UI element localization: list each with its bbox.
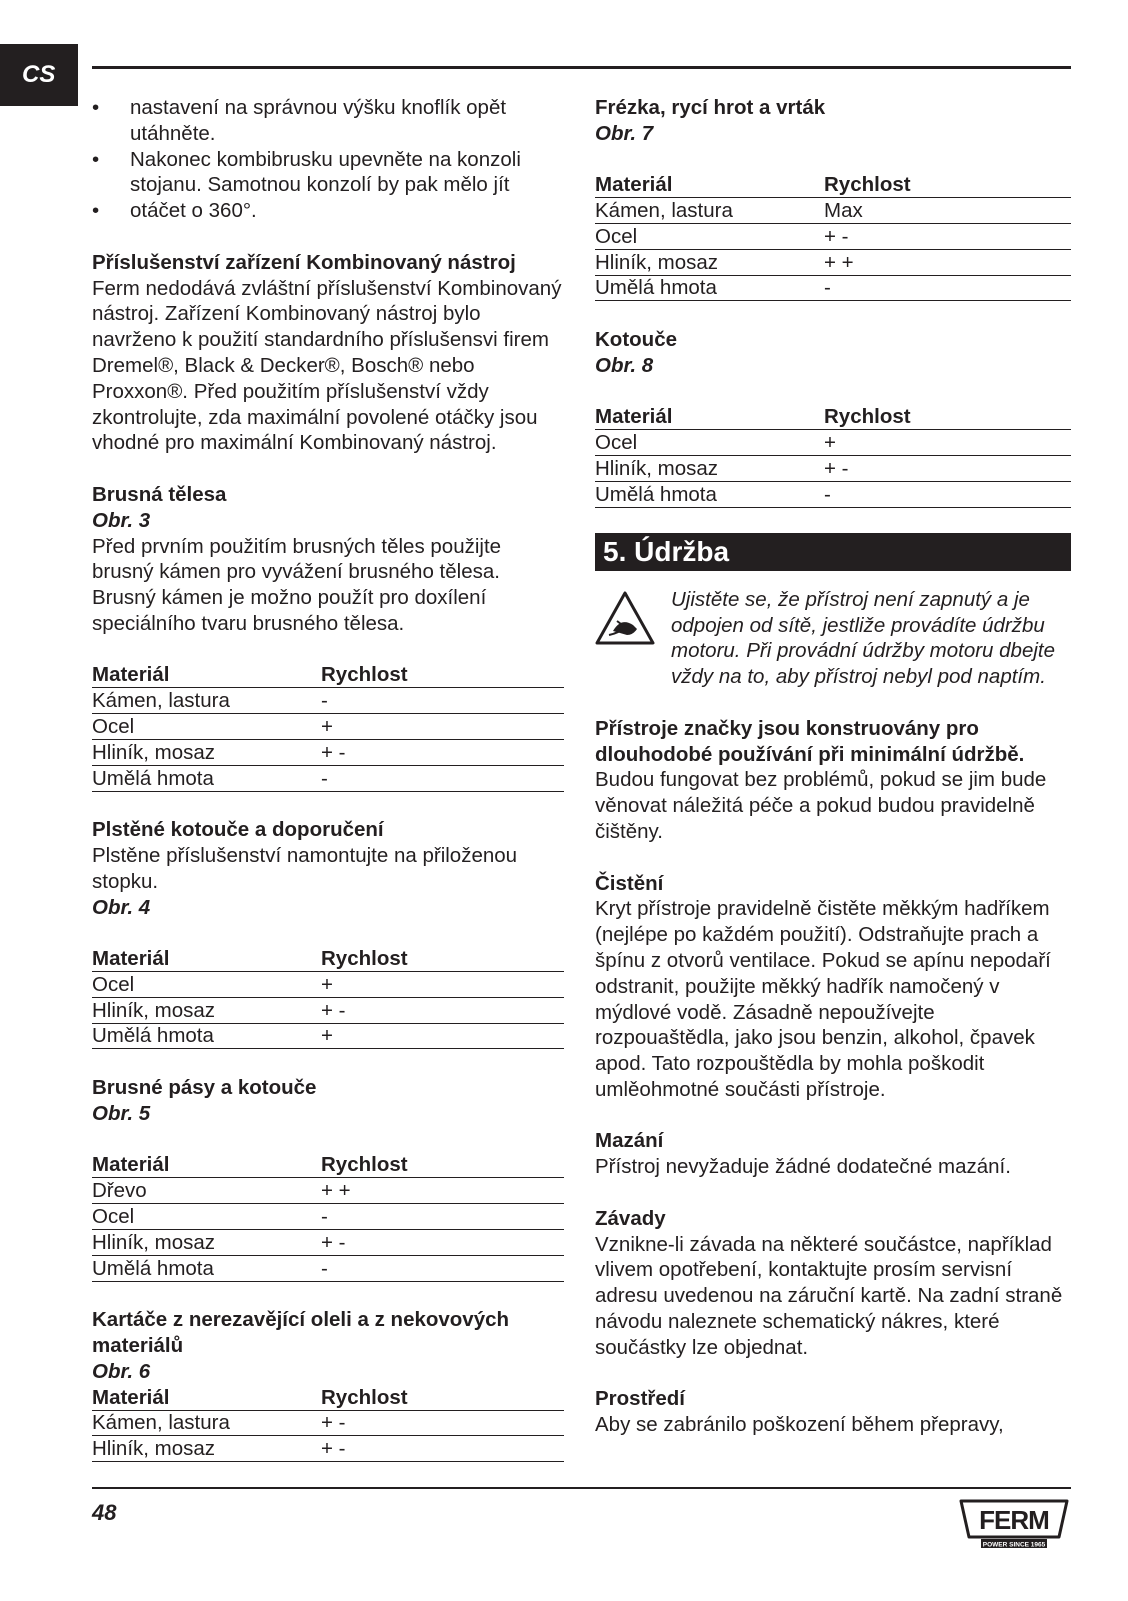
section-heading: Závady xyxy=(595,1206,666,1230)
bullet-item: • nastavení na správnou výšku knoflík opět utáhněte. xyxy=(92,95,564,147)
table-row xyxy=(595,456,1071,482)
left-column xyxy=(92,95,564,1462)
section-heading: Prostředí xyxy=(595,1387,685,1411)
table-row xyxy=(92,1255,564,1281)
table-header xyxy=(595,405,1071,430)
svg-text:FERM: FERM xyxy=(979,1505,1049,1535)
belts-section xyxy=(92,1075,564,1281)
table-cell: Ocel xyxy=(595,223,824,249)
ferm-logo xyxy=(955,1497,1073,1554)
table-cell: Hliník, mosaz xyxy=(92,739,321,765)
lubrication-section xyxy=(595,1128,1071,1180)
paragraph: Před prvním použitím brusných těles použijte brusný kámen pro vyvážení brusného tělesa. Brusný kámen je možno použít pro doxílení speciálního tvaru brusného tělesa. xyxy=(92,534,502,635)
paragraph: Plstěne příslušenství namontujte na přiloženou stopku. xyxy=(92,844,518,893)
table-row xyxy=(595,223,1071,249)
table-row xyxy=(92,739,564,765)
section-heading: Brusná tělesa xyxy=(92,482,227,506)
table-cell: Ocel xyxy=(92,714,321,740)
speed-table xyxy=(92,663,564,792)
table-header xyxy=(92,1385,564,1410)
intro-bold: Přístroje značky jsou konstruovány pro dlouhodobé používání při minimální údržbě. xyxy=(595,716,1025,766)
speed-table xyxy=(92,1385,564,1462)
table-cell: Max xyxy=(824,198,1071,224)
table-row xyxy=(92,1178,564,1204)
section-heading: Kotouče xyxy=(595,328,677,352)
paragraph: Aby se zabránilo poškození během přepravy, xyxy=(595,1413,1004,1437)
table-cell: + - xyxy=(321,1436,564,1462)
faults-section xyxy=(595,1206,1071,1361)
column-header: Rychlost xyxy=(321,663,564,688)
table-cell: + - xyxy=(321,997,564,1023)
table-row xyxy=(595,481,1071,507)
table-cell: - xyxy=(824,275,1071,301)
table-row xyxy=(595,430,1071,456)
paragraph: Kryt přístroje pravidelně čistěte měkkým hadříkem (nejlépe po každém použití). Odstraňujte prach a špínu z otvorů ventilace. Pokud se apínu nepodaří odstranit, použijte měkký hadřík namočený v mýdlové vodě. Zásadně nepoužívejte rozpouaštědla, jako jsou benzin, alkohol, čpavek apod. Tato rozpouštědla by mohla poškodit umlěohmotné součásti přístroje. xyxy=(595,897,1051,1101)
speed-table xyxy=(595,172,1071,301)
page-number: 48 xyxy=(92,1500,117,1525)
column-header: Rychlost xyxy=(321,1385,564,1410)
table-cell: Umělá hmota xyxy=(92,1023,321,1049)
table-row xyxy=(92,714,564,740)
cleaning-section xyxy=(595,871,1071,1103)
table-row xyxy=(92,972,564,998)
bullet-item: • Nakonec kombibrusku upevněte na konzoli stojanu. Samotnou konzolí by pak mělo jít xyxy=(92,147,564,199)
cutter-section xyxy=(595,95,1071,301)
table-cell: Hliník, mosaz xyxy=(92,1230,321,1256)
table-cell: + - xyxy=(321,1410,564,1436)
speed-table xyxy=(92,1153,564,1282)
table-row xyxy=(92,688,564,714)
column-header: Materiál xyxy=(92,663,321,688)
figure-ref: Obr. 3 xyxy=(92,508,151,532)
table-cell: - xyxy=(321,1255,564,1281)
maintenance-heading: 5. Údržba xyxy=(595,533,1071,571)
table-row xyxy=(92,1410,564,1436)
column-header: Materiál xyxy=(92,946,321,971)
language-tab: CS xyxy=(0,44,78,106)
section-heading: Frézka, rycí hrot a vrták xyxy=(595,96,826,119)
felt-section xyxy=(92,817,564,1049)
top-rule xyxy=(92,66,1071,69)
table-row xyxy=(92,765,564,791)
table-cell: + + xyxy=(824,249,1071,275)
paragraph: Vznikne-li závada na některé součástce, například vlivem opotřebení, kontaktujte prosím servisní adresu uvedenou na záruční kartě. Na zadní straně návodu naleznete schematický nákres, které součástky lze objednat. xyxy=(595,1232,1063,1359)
table-cell: - xyxy=(321,1204,564,1230)
column-header: Materiál xyxy=(595,405,824,430)
table-header xyxy=(595,172,1071,197)
table-header xyxy=(92,946,564,971)
paragraph: Ferm nedodává zvláštní příslušenství Kombinovaný nástroj. Zařízení Kombinovaný nástroj bylo navrženo k použití standardního příslušensvi firem Dremel®, Black & Decker®, Bosch® nebo Proxxon®. Před použitím příslušenství vždy zkontrolujte, zda maximální povolené otáčky jsou vhodné pro maximální Kombinovaný nástroj. xyxy=(92,276,562,455)
table-cell: Dřevo xyxy=(92,1178,321,1204)
figure-ref: Obr. 5 xyxy=(92,1102,151,1126)
column-header: Rychlost xyxy=(824,405,1071,430)
table-cell: + - xyxy=(824,456,1071,482)
table-cell: + - xyxy=(824,223,1071,249)
warning-block xyxy=(595,587,1071,690)
table-cell: Ocel xyxy=(595,430,824,456)
column-header: Rychlost xyxy=(321,946,564,971)
table-row xyxy=(92,1230,564,1256)
speed-table xyxy=(595,405,1071,508)
table-cell: Umělá hmota xyxy=(595,275,824,301)
table-cell: Kámen, lastura xyxy=(92,688,321,714)
right-column xyxy=(595,95,1071,1438)
speed-table xyxy=(92,946,564,1049)
table-header xyxy=(92,663,564,688)
brushes-section xyxy=(92,1307,564,1462)
column-header: Rychlost xyxy=(321,1153,564,1178)
table-cell: Ocel xyxy=(92,1204,321,1230)
table-cell: + xyxy=(321,714,564,740)
accessories-section xyxy=(92,250,564,456)
bullet-list xyxy=(92,95,564,224)
table-cell: Hliník, mosaz xyxy=(595,456,824,482)
warning-unplug-icon xyxy=(595,587,659,690)
section-heading: Kartáče z nerezavějící oleli a z nekovových materiálů xyxy=(92,1308,510,1358)
column-header: Materiál xyxy=(92,1153,321,1178)
table-cell: + - xyxy=(321,739,564,765)
table-row xyxy=(92,1204,564,1230)
paragraph: Přístroj nevyžaduje žádné dodatečné mazání. xyxy=(595,1155,1011,1179)
grinding-section xyxy=(92,482,564,792)
figure-ref: Obr. 4 xyxy=(92,895,151,919)
table-cell: Umělá hmota xyxy=(92,1255,321,1281)
column-header: Rychlost xyxy=(824,172,1071,197)
section-heading: Čistění xyxy=(595,871,664,895)
table-cell: Hliník, mosaz xyxy=(92,997,321,1023)
table-row xyxy=(92,997,564,1023)
table-row xyxy=(92,1436,564,1462)
warning-text: Ujistěte se, že přístroj není zapnutý a je odpojen od sítě, jestliže provádíte údržbu motoru. Při provádní údržby motoru dbejte vždy na to, aby přístroj nebyl pod naptím. xyxy=(671,587,1055,689)
table-cell: Hliník, mosaz xyxy=(595,249,824,275)
table-cell: - xyxy=(321,765,564,791)
figure-ref: Obr. 8 xyxy=(595,353,654,377)
column-header: Materiál xyxy=(92,1385,321,1410)
discs-section xyxy=(595,327,1071,508)
table-cell: Umělá hmota xyxy=(92,765,321,791)
table-row xyxy=(595,249,1071,275)
section-heading: Brusné pásy a kotouče xyxy=(92,1076,317,1100)
svg-text:POWER SINCE 1965: POWER SINCE 1965 xyxy=(982,1541,1046,1549)
bottom-rule xyxy=(92,1487,1071,1489)
table-cell: - xyxy=(321,688,564,714)
table-cell: Ocel xyxy=(92,972,321,998)
table-cell: + xyxy=(824,430,1071,456)
figure-ref: Obr. 6 xyxy=(92,1360,151,1384)
table-cell: + xyxy=(321,1023,564,1049)
table-row xyxy=(595,275,1071,301)
table-cell: + xyxy=(321,972,564,998)
section-heading: Mazání xyxy=(595,1129,664,1153)
table-row xyxy=(595,198,1071,224)
table-cell: Kámen, lastura xyxy=(92,1410,321,1436)
section-heading: Příslušenství zařízení Kombinovaný nástroj xyxy=(92,250,516,274)
figure-ref: Obr. 7 xyxy=(595,121,654,145)
bullet-item: • otáčet o 360°. xyxy=(92,198,564,224)
environment-section xyxy=(595,1386,1071,1438)
table-row xyxy=(92,1023,564,1049)
table-cell: Hliník, mosaz xyxy=(92,1436,321,1462)
table-cell: Kámen, lastura xyxy=(595,198,824,224)
column-header: Materiál xyxy=(595,172,824,197)
section-heading: Plstěné kotouče a doporučení xyxy=(92,818,384,842)
table-cell: - xyxy=(824,481,1071,507)
maintenance-intro xyxy=(595,716,1071,845)
table-cell: + - xyxy=(321,1230,564,1256)
table-header xyxy=(92,1153,564,1178)
table-cell: + + xyxy=(321,1178,564,1204)
table-cell: Umělá hmota xyxy=(595,481,824,507)
paragraph: Budou fungovat bez problémů, pokud se jim bude věnovat náležitá péče a pokud budou pravidelně čištěny. xyxy=(595,768,1047,843)
